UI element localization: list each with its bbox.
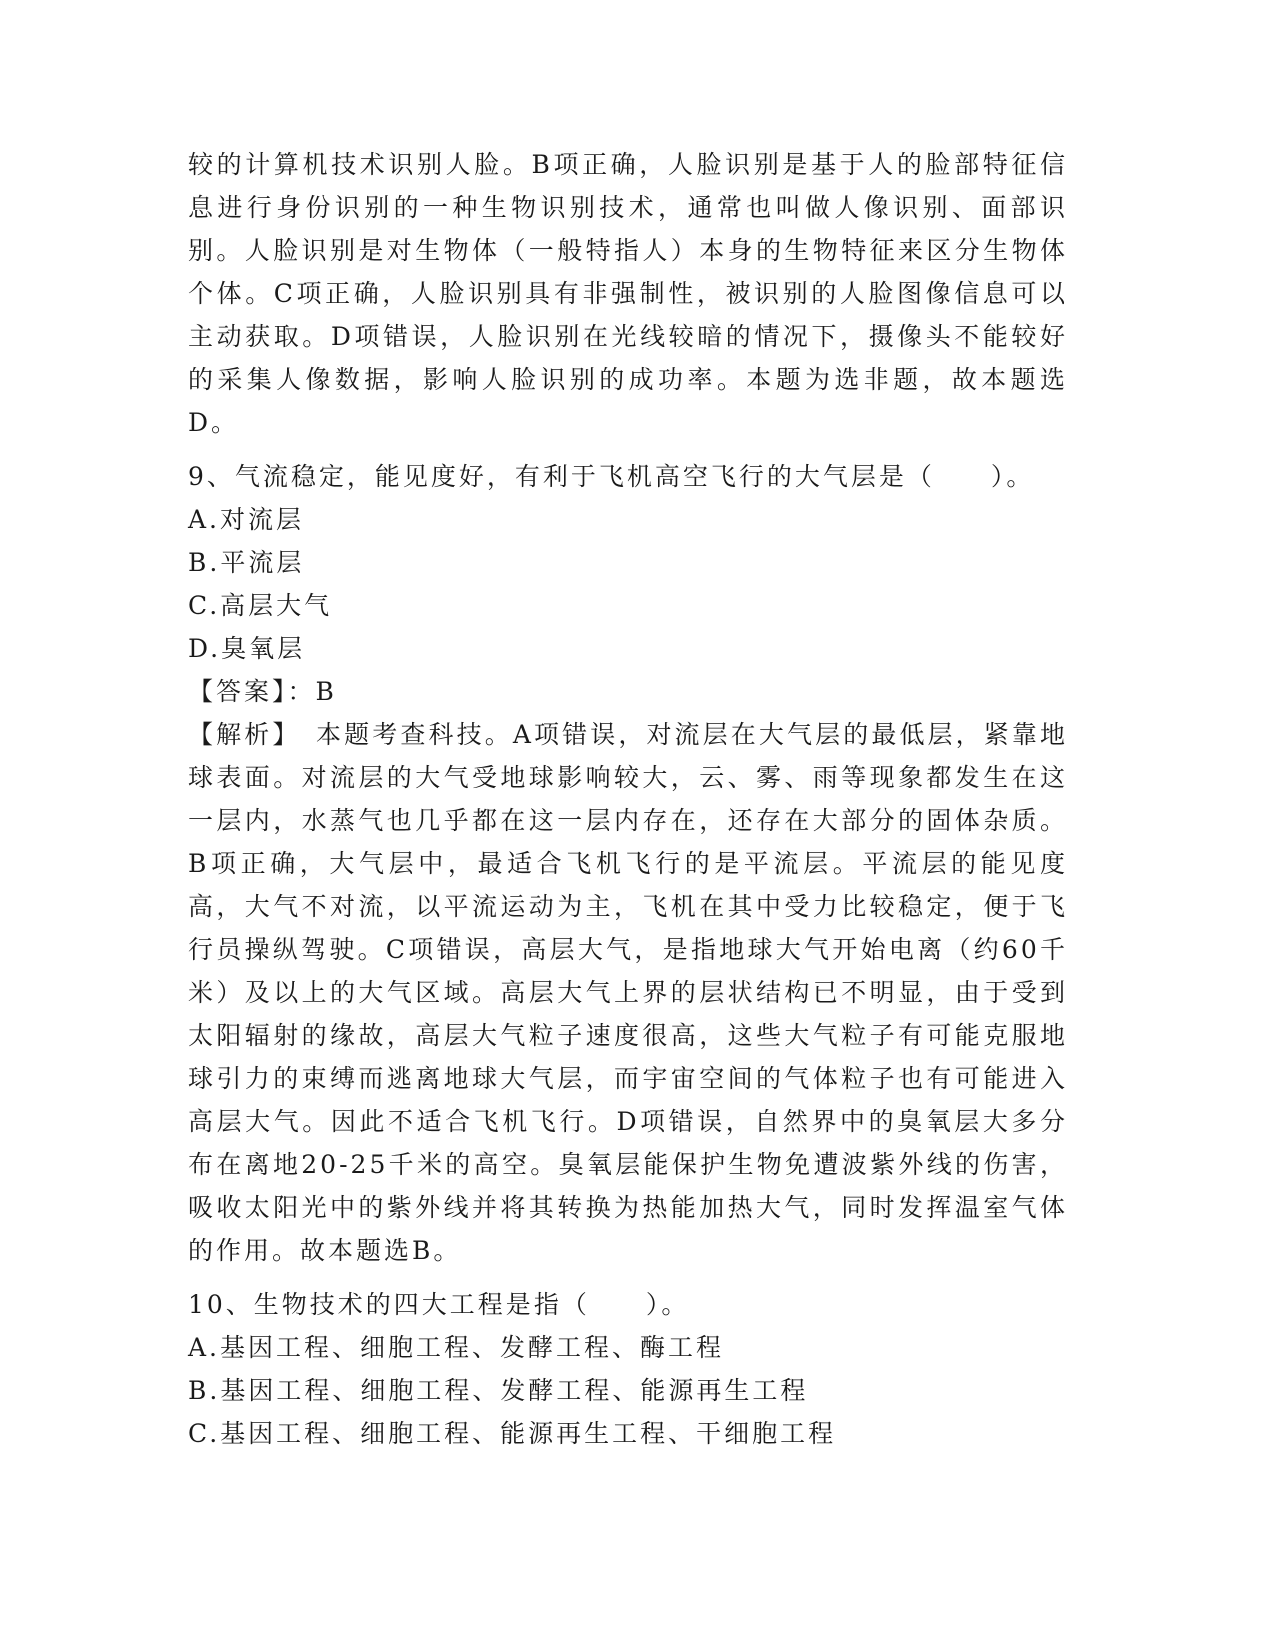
- q9-option-c: C.高层大气: [188, 591, 333, 620]
- q9-option-d: D.臭氧层: [188, 634, 306, 663]
- q9-answer: 【答案】：B: [188, 677, 337, 706]
- q9-option-a: A.对流层: [188, 505, 305, 534]
- q10-option-b: B.基因工程、细胞工程、发酵工程、能源再生工程: [188, 1376, 809, 1405]
- q9-option-b: B.平流层: [188, 548, 305, 577]
- question-9: [188, 455, 1068, 1272]
- q10-option-c: C.基因工程、细胞工程、能源再生工程、干细胞工程: [188, 1419, 837, 1448]
- q9-question: 9、气流稳定，能见度好，有利于飞机高空飞行的大气层是（ ）。: [188, 462, 1035, 491]
- q8-explanation-continuation: 较的计算机技术识别人脸。B项正确，人脸识别是基于人的脸部特征信息进行身份识别的一种生物识别技术，通常也叫做人像识别、面部识别。人脸识别是对生物体（一般特指人）本身的生物特征来区分生物体个体。C项正确，人脸识别具有非强制性，被识别的人脸图像信息可以主动获取。D项错误，人脸识别在光线较暗的情况下，摄像头不能较好的采集人像数据，影响人脸识别的成功率。本题为选非题，故本题选D。: [188, 150, 1068, 437]
- document-body: [188, 143, 1068, 1455]
- q9-explanation: 【解析】 本题考查科技。A项错误，对流层在大气层的最低层，紧靠地球表面。对流层的大气受地球影响较大，云、雾、雨等现象都发生在这一层内，水蒸气也几乎都在这一层内存在，还存在大部分的固体杂质。B项正确，大气层中，最适合飞机飞行的是平流层。平流层的能见度高，大气不对流，以平流运动为主，飞机在其中受力比较稳定，便于飞行员操纵驾驶。C项错误，高层大气，是指地球大气开始电离（约60千米）及以上的大气区域。高层大气上界的层状结构已不明显，由于受到太阳辐射的缘故，高层大气粒子速度很高，这些大气粒子有可能克服地球引力的束缚而逃离地球大气层，而宇宙空间的气体粒子也有可能进入高层大气。因此不适合飞机飞行。D项错误，自然界中的臭氧层大多分布在离地20-25千米的高空。臭氧层能保护生物免遭波紫外线的伤害，吸收太阳光中的紫外线并将其转换为热能加热大气，同时发挥温室气体的作用。故本题选B。: [188, 720, 1068, 1265]
- question-10: [188, 1283, 1068, 1455]
- q10-option-a: A.基因工程、细胞工程、发酵工程、酶工程: [188, 1333, 725, 1362]
- q10-question: 10、生物技术的四大工程是指（ ）。: [188, 1290, 690, 1319]
